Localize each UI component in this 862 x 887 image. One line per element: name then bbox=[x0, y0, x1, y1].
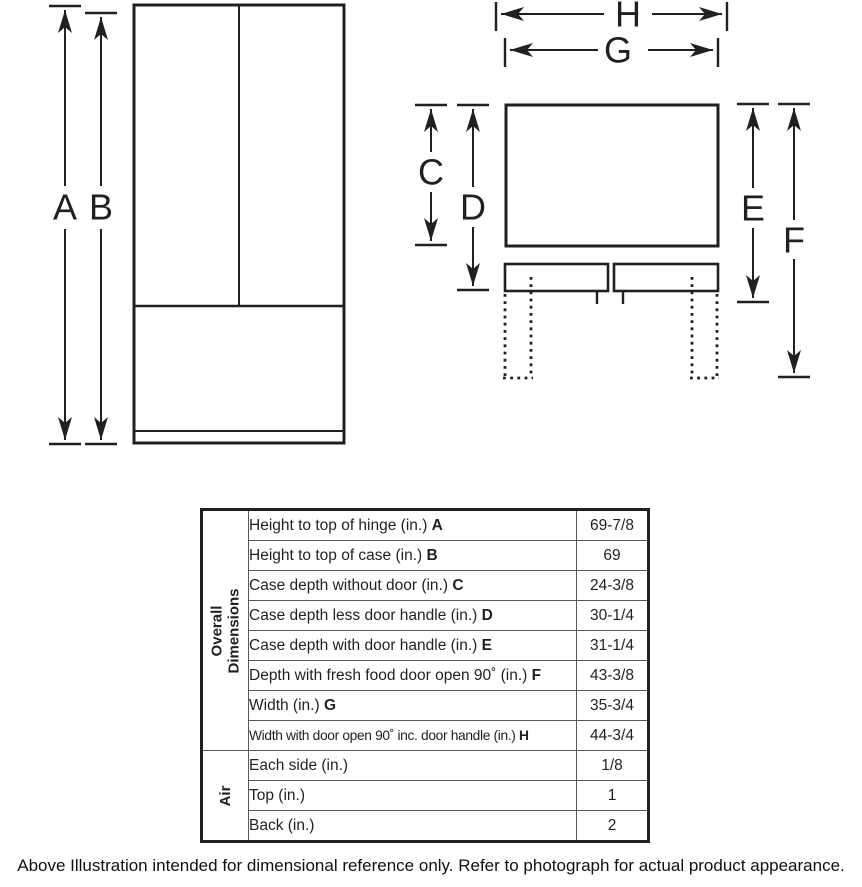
dim-letter: B bbox=[426, 546, 438, 564]
row-label: Width with door open 90˚ inc. door handle (in.) H bbox=[249, 721, 577, 751]
row-label: Back (in.) bbox=[249, 811, 577, 842]
row-value: 44-3/4 bbox=[577, 721, 649, 751]
row-label: Height to top of case (in.) B bbox=[249, 541, 577, 571]
row-value: 31-1/4 bbox=[577, 631, 649, 661]
row-label: Height to top of hinge (in.) A bbox=[249, 510, 577, 541]
row-value: 2 bbox=[577, 811, 649, 842]
table-row bbox=[202, 811, 649, 842]
dim-label-e: E bbox=[740, 187, 766, 229]
row-value: 69-7/8 bbox=[577, 510, 649, 541]
row-value: 69 bbox=[577, 541, 649, 571]
row-value: 43-3/8 bbox=[577, 661, 649, 691]
table-row bbox=[202, 510, 649, 541]
dim-letter: G bbox=[323, 696, 336, 714]
dim-letter: E bbox=[481, 636, 492, 654]
left-door-outline bbox=[505, 264, 608, 291]
group-label-line: Air bbox=[216, 785, 234, 806]
table-row bbox=[202, 631, 649, 661]
dim-label-f: F bbox=[783, 219, 805, 261]
dim-label-b: B bbox=[88, 186, 114, 228]
row-label: Width (in.) G bbox=[249, 691, 577, 721]
dim-letter: D bbox=[481, 606, 493, 624]
row-label: Depth with fresh food door open 90˚ (in.) F bbox=[249, 661, 577, 691]
dim-letter: F bbox=[531, 666, 542, 684]
row-label: Each side (in.) bbox=[249, 751, 577, 781]
row-value: 1 bbox=[577, 781, 649, 811]
row-value: 1/8 bbox=[577, 751, 649, 781]
table-row bbox=[202, 691, 649, 721]
group-label-line: Overall bbox=[208, 605, 225, 656]
row-value: 30-1/4 bbox=[577, 601, 649, 631]
group-label-line: Dimensions bbox=[224, 587, 242, 674]
dim-label-h: H bbox=[615, 0, 641, 35]
row-label: Case depth with door handle (in.) E bbox=[249, 631, 577, 661]
case-outline bbox=[506, 105, 718, 246]
row-label: Case depth less door handle (in.) D bbox=[249, 601, 577, 631]
row-value: 35-3/4 bbox=[577, 691, 649, 721]
table-row bbox=[202, 571, 649, 601]
dimensions-table bbox=[200, 508, 650, 843]
dim-label-c: C bbox=[418, 151, 444, 193]
dimension-b bbox=[85, 13, 117, 444]
table-row bbox=[202, 721, 649, 751]
right-door-outline bbox=[614, 264, 718, 291]
air-header bbox=[202, 751, 249, 842]
dim-label-g: G bbox=[603, 29, 633, 71]
row-label: Top (in.) bbox=[249, 781, 577, 811]
row-value: 24-3/8 bbox=[577, 571, 649, 601]
dim-label-d: D bbox=[460, 186, 486, 228]
dim-label-a: A bbox=[52, 186, 78, 228]
table-row bbox=[202, 781, 649, 811]
table-row bbox=[202, 661, 649, 691]
dim-letter: A bbox=[431, 516, 443, 534]
dimensions-table-container bbox=[200, 508, 650, 843]
table-row bbox=[202, 601, 649, 631]
table-row bbox=[202, 751, 649, 781]
dim-letter: C bbox=[452, 576, 464, 594]
dimension-h bbox=[496, 2, 727, 31]
overall-dimensions-header bbox=[202, 510, 249, 751]
row-label: Case depth without door (in.) C bbox=[249, 571, 577, 601]
caption: Above Illustration intended for dimensional reference only. Refer to photograph for actual product appearance. bbox=[17, 856, 845, 875]
dim-letter: H bbox=[519, 728, 529, 743]
table-row bbox=[202, 541, 649, 571]
